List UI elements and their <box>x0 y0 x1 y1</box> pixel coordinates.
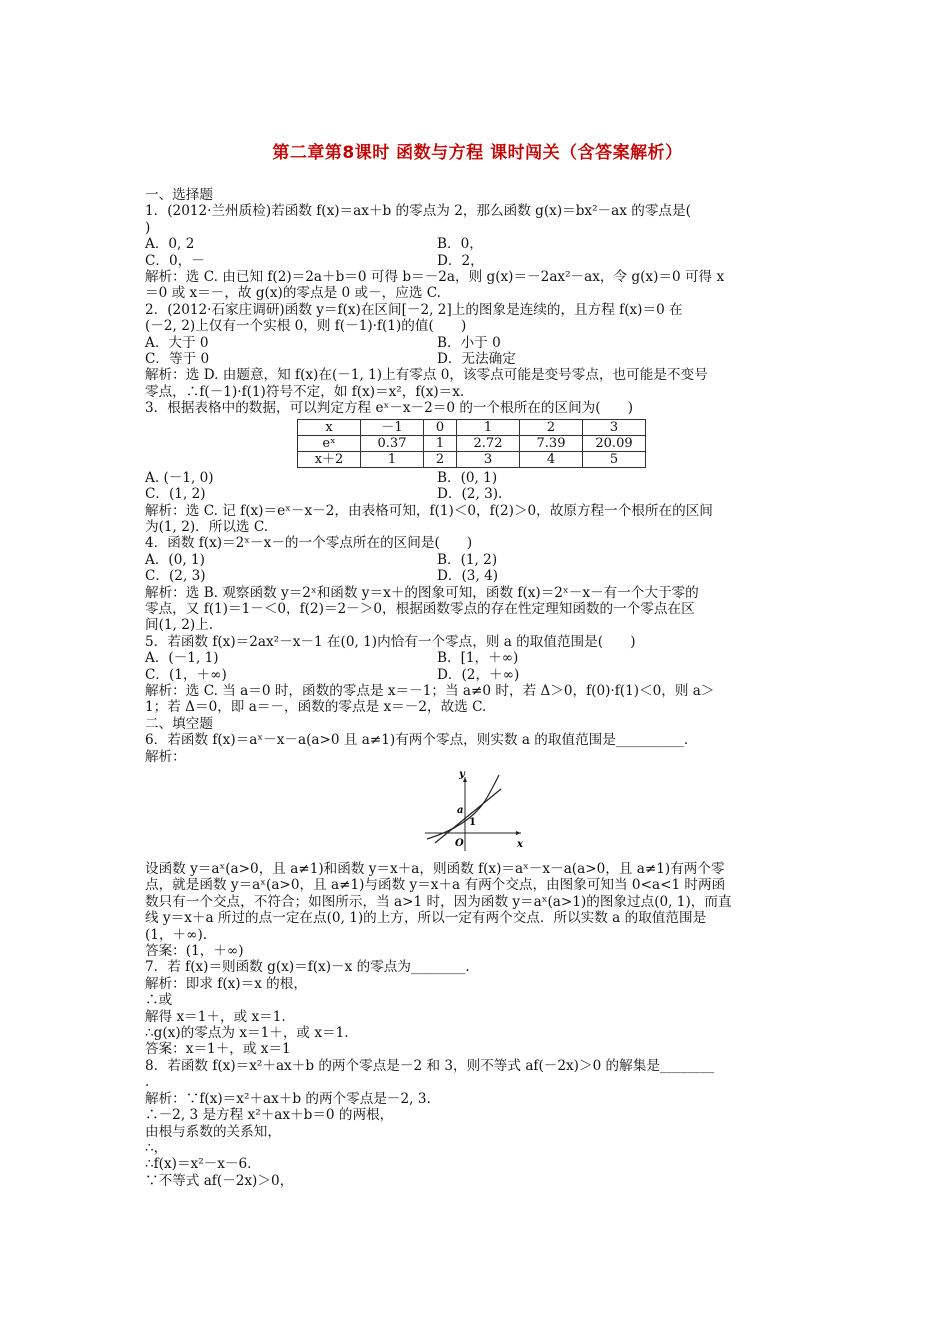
q3-options-row1 <box>145 470 810 486</box>
q1-solution-cont: ＝0 或 x＝－，故 g(x)的零点是 0 或－，应选 C. <box>145 285 442 302</box>
q7-solution: ∴或 <box>145 992 173 1009</box>
q6-answer: 答案：(1，＋∞) <box>145 943 244 960</box>
q1-stem: 1．(2012·兰州质检)若函数 f(x)＝ax＋b 的零点为 2，那么函数 g(x)＝bx²－ax 的零点是( <box>145 203 691 220</box>
table-cell: 3 <box>457 451 520 467</box>
q4-option-a: A．(0, 1) <box>145 551 205 568</box>
document-page <box>145 138 810 1189</box>
q8-stem: 8．若函数 f(x)＝x²＋ax＋b 的两个零点是－2 和 3，则不等式 af(－2x)＞0 的解集是________ <box>145 1057 715 1074</box>
page-title: 第二章第8课时 函数与方程 课时闯关（含答案解析） <box>272 143 683 163</box>
q5-option-a: A．(－1, 1) <box>145 650 219 667</box>
q1-options-row1 <box>145 236 810 252</box>
table-cell: 0.37 <box>361 435 424 451</box>
q4-options-row1 <box>145 552 810 568</box>
q2-options-row1 <box>145 335 810 351</box>
q3-solution-cont: 为(1, 2)．所以选 C. <box>145 518 269 535</box>
q7-answer: 答案：x＝1＋，或 x＝1 <box>145 1041 291 1058</box>
x-arrow-icon <box>516 831 521 835</box>
q7-solution: 解析：即求 f(x)＝x 的根， <box>145 975 307 992</box>
table-cell: －1 <box>361 419 424 435</box>
table-cell: 2 <box>520 419 583 435</box>
table-cell: 7.39 <box>520 435 583 451</box>
table-cell: 1 <box>457 419 520 435</box>
q1-solution: 解析：选 C. 由已知 f(2)＝2a＋b＝0 可得 b＝－2a，则 g(x)＝－2ax²－ax，令 g(x)＝0 可得 x <box>145 269 725 286</box>
q1-option-b: B．0， <box>437 236 483 253</box>
one-label: 1 <box>469 817 476 828</box>
x-label: x <box>517 839 523 850</box>
q2-solution: 解析：选 D. 由题意，知 f(x)在(－1, 1)上有零点 0，该零点可能是变号零点，也可能是不变号 <box>145 367 708 384</box>
q5-option-d: D．(2，＋∞) <box>437 666 520 683</box>
q3-data-table <box>297 419 646 468</box>
q3-option-b: B．(0, 1) <box>437 469 498 486</box>
table-cell: 0 <box>424 419 457 435</box>
q8-solution: ∴f(x)＝x²－x－6. <box>145 1156 252 1173</box>
q6-explanation: 数只有一个交点，不符合；如图所示，当 a>1 时，因为函数 y＝aˣ(a>1)的图象过点(0, 1)，而直 <box>145 893 732 910</box>
q3-stem: 3．根据表格中的数据，可以判定方程 eˣ－x－2＝0 的一个根所在的区间为( ) <box>145 400 634 417</box>
y-label: y <box>459 771 465 780</box>
q8-solution: 由根与系数的关系知， <box>145 1123 281 1140</box>
q7-solution: ∴g(x)的零点为 x＝1＋，或 x＝1. <box>145 1025 349 1042</box>
table-cell: 1 <box>424 435 457 451</box>
table-cell: x <box>298 419 361 435</box>
q2-options-row2 <box>145 351 810 367</box>
q5-options-row2 <box>145 667 810 683</box>
table-cell: 3 <box>583 419 646 435</box>
q1-stem-end: ) <box>145 219 151 236</box>
table-row <box>298 451 646 467</box>
q1-option-d: D．2， <box>437 252 484 269</box>
q7-solution: 解得 x＝1＋，或 x＝1. <box>145 1008 286 1025</box>
q7-stem: 7．若 f(x)＝则函数 g(x)＝f(x)－x 的零点为________. <box>145 959 470 976</box>
q3-option-d: D．(2, 3). <box>437 486 503 503</box>
table-row <box>298 435 646 451</box>
table-cell: x＋2 <box>298 451 361 467</box>
q3-option-c: C．(1, 2) <box>145 486 206 503</box>
q8-solution: ∴， <box>145 1139 168 1156</box>
q4-option-d: D．(3, 4) <box>437 568 499 585</box>
q6-solution-label: 解析： <box>145 748 186 765</box>
q5-option-c: C．(1，＋∞) <box>145 666 227 683</box>
section-heading: 二、填空题 <box>145 715 213 732</box>
q8-solution: ∵不等式 af(－2x)＞0， <box>145 1172 294 1189</box>
q2-stem: 2．(2012·石家庄调研)函数 y＝f(x)在区间[－2, 2]上的图象是连续的，且方程 f(x)＝0 在 <box>145 301 683 318</box>
q3-solution: 解析：选 C. 记 f(x)＝eˣ－x－2，由表格可知，f(1)＜0，f(2)＞0，故原方程一个根所在的区间 <box>145 502 713 519</box>
q4-solution-end: 间(1, 2)上. <box>145 617 214 634</box>
table-cell: eˣ <box>298 435 361 451</box>
q6-explanation: 设函数 y＝aˣ(a>0，且 a≠1)和函数 y＝x＋a，则函数 f(x)＝aˣ－x－a(a>0，且 a≠1)有两个零 <box>145 861 725 877</box>
q3-options-row2 <box>145 486 810 502</box>
table-cell: 20.09 <box>583 435 646 451</box>
q6-explanation: (1，＋∞). <box>145 926 208 943</box>
origin-label: O <box>455 838 464 849</box>
table-cell: 5 <box>583 451 646 467</box>
q5-solution: 解析：选 C. 当 a＝0 时，函数的零点是 x＝－1；当 a≠0 时，若 Δ＞0，f(0)·f(1)＜0，则 a＞ <box>145 682 715 699</box>
q6-explanation: 线 y＝x＋a 所过的点一定在点(0, 1)的上方，所以一定有两个交点．所以实数 a 的取值范围是 <box>145 910 707 927</box>
q4-solution-cont: 零点，又 f(1)＝1－＜0，f(2)＝2－＞0，根据函数零点的存在性定理知函数的一个零点在区 <box>145 600 695 617</box>
q4-option-b: B．(1, 2) <box>437 551 498 568</box>
q5-option-b: B．[1，＋∞) <box>437 650 519 667</box>
q4-options-row2 <box>145 568 810 584</box>
q5-options-row1 <box>145 650 810 666</box>
section-heading: 一、选择题 <box>145 187 213 203</box>
table-cell: 1 <box>361 451 424 467</box>
q2-option-a: A．大于 0 <box>145 334 209 351</box>
q8-stem-end: ． <box>145 1074 159 1091</box>
table-cell: 4 <box>520 451 583 467</box>
q5-solution-cont: 1；若 Δ＝0，即 a＝－，函数的零点是 x＝－2，故选 C. <box>145 699 487 716</box>
q8-solution: ∴－2, 3 是方程 x²＋ax＋b＝0 的两根， <box>145 1107 394 1124</box>
a-label: a <box>457 805 464 816</box>
q2-option-b: B．小于 0 <box>437 334 501 351</box>
q1-option-c: C．0，－ <box>145 252 205 269</box>
q2-solution-cont: 零点，∴f(－1)·f(1)符号不定，如 f(x)＝x²，f(x)＝x. <box>145 383 465 400</box>
q6-function-graph <box>423 771 528 853</box>
table-cell: 2 <box>424 451 457 467</box>
q6-stem: 6．若函数 f(x)＝aˣ－x－a(a>0 且 a≠1)有两个零点，则实数 a 的取值范围是__________. <box>145 732 689 749</box>
table-cell: 2.72 <box>457 435 520 451</box>
q8-solution: 解析：∵f(x)＝x²＋ax＋b 的两个零点是－2, 3. <box>145 1090 431 1107</box>
q1-options-row2 <box>145 253 810 269</box>
table-row <box>298 419 646 435</box>
q4-stem: 4．函数 f(x)＝2ˣ－x－的一个零点所在的区间是( ) <box>145 535 473 552</box>
q2-stem-cont: (－2, 2)上仅有一个实根 0，则 f(－1)·f(1)的值( ) <box>145 318 467 335</box>
q3-option-a: A. (－1, 0) <box>145 469 214 486</box>
q4-solution: 解析：选 B. 观察函数 y＝2ˣ和函数 y＝x＋的图象可知，函数 f(x)＝2ˣ－x－有一个大于零的 <box>145 584 699 601</box>
q1-option-a: A．0, 2 <box>145 236 195 253</box>
q5-stem: 5．若函数 f(x)＝2ax²－x－1 在(0, 1)内恰有一个零点，则 a 的取值范围是( ) <box>145 633 636 650</box>
line-y-x-plus-a <box>435 789 501 843</box>
q2-option-d: D．无法确定 <box>437 351 516 368</box>
q6-explanation: 点，就是函数 y＝aˣ(a>0，且 a≠1)与函数 y＝x＋a 有两个交点，由图象可知当 0<a<1 时两函 <box>145 877 726 894</box>
q2-option-c: C．等于 0 <box>145 351 210 368</box>
q4-option-c: C．(2, 3) <box>145 568 206 585</box>
